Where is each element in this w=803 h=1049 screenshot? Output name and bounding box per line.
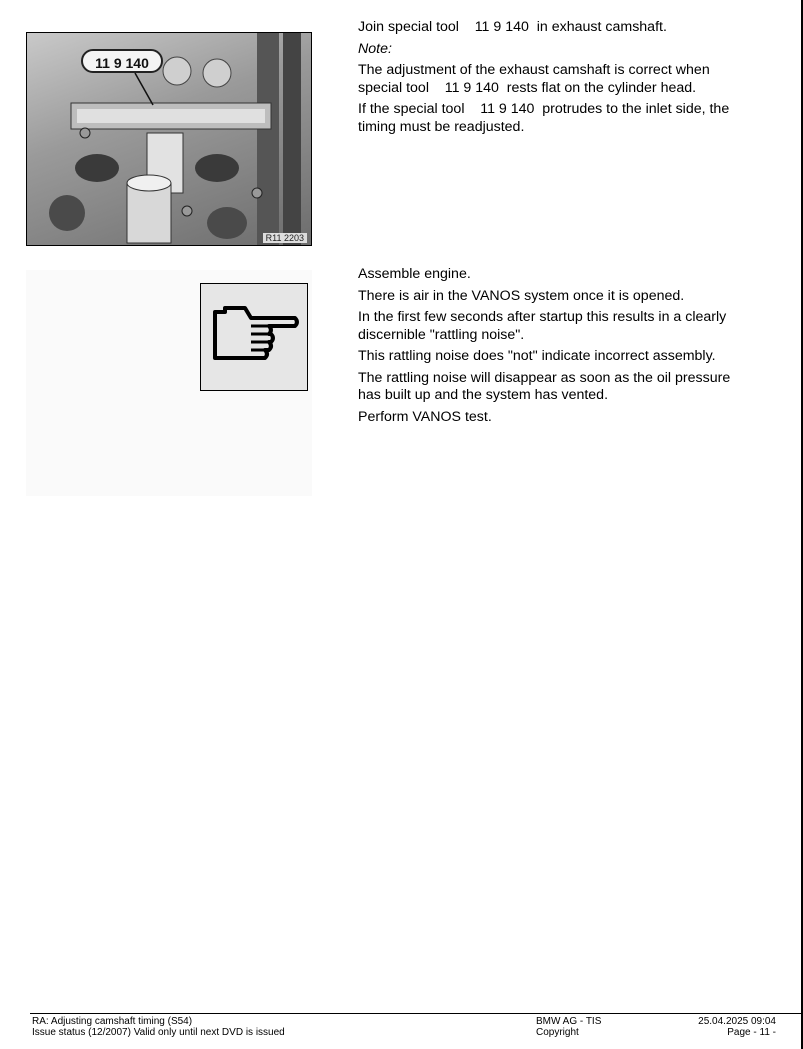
footer-date-page: [660, 1016, 776, 1038]
hint-box: [200, 283, 308, 391]
instruction-line: The rattling noise will disappear as soon as the oil pressure has built up and the system has vented.: [358, 369, 731, 403]
pointing-hand-icon: [211, 306, 299, 366]
footer-timestamp: 25.04.2025 09:04: [698, 1016, 776, 1027]
camshaft-tool-figure: [26, 32, 312, 246]
engine-illustration: [27, 33, 312, 246]
footer-issue-status: Issue status (12/2007) Valid only until next DVD is issued: [32, 1027, 285, 1038]
section1-text: [358, 19, 748, 140]
instruction-line: This rattling noise does "not" indicate incorrect assembly.: [358, 348, 716, 364]
footer-publisher-name: BMW AG - TIS: [536, 1016, 602, 1027]
footer-page-number: Page - 11 -: [727, 1027, 776, 1038]
note-heading: Note:: [358, 40, 392, 57]
note-text: The adjustment of the exhaust camshaft is correct when special tool 11 9 140 rests flat on the cylinder head.: [358, 62, 714, 96]
footer-copyright: Copyright: [536, 1027, 579, 1038]
footer-title: RA: Adjusting camshaft timing (S54): [32, 1016, 193, 1027]
instruction-line: Assemble engine.: [358, 266, 471, 282]
instruction-line: There is air in the VANOS system once it is opened.: [358, 287, 685, 304]
tool-number-callout: 11 9 140: [81, 49, 163, 73]
instruction-line: In the first few seconds after startup this results in a clearly discernible "rattling noise".: [358, 309, 727, 343]
footer-publisher: [536, 1016, 601, 1038]
instruction-line: Perform VANOS test.: [358, 408, 492, 425]
note-text: If the special tool 11 9 140 protrudes to the inlet side, the timing must be readjusted.: [358, 101, 734, 135]
footer-document-info: [32, 1016, 285, 1038]
section2-text: [358, 266, 748, 430]
figure-reference-code: R11 2203: [263, 233, 307, 243]
footer-divider: [30, 1013, 801, 1014]
instruction-line: Join special tool 11 9 140 in exhaust camshaft.: [358, 19, 667, 35]
